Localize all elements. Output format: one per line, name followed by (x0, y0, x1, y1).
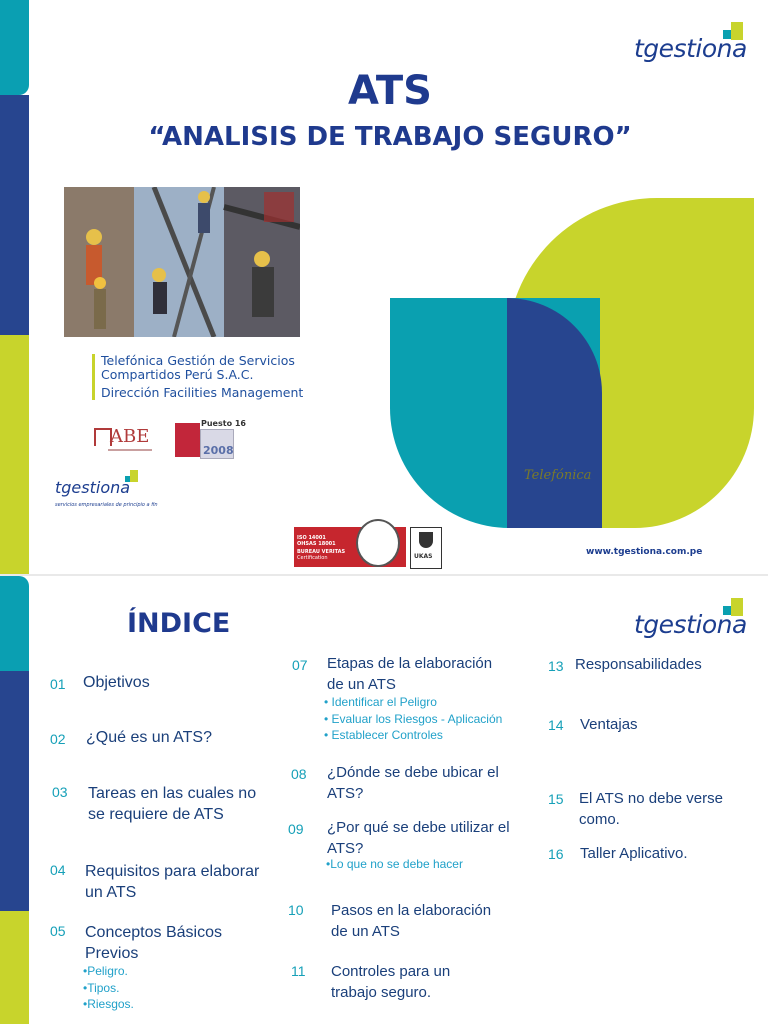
toc-num-04: 04 (50, 862, 66, 878)
abe-logo (92, 426, 154, 456)
toc-line: ¿Dónde se debe ubicar el (327, 764, 499, 781)
toc-sublist-por-que (326, 856, 463, 873)
slide-title-ats: ATS (348, 68, 432, 114)
toc-line: ¿Por qué se debe utilizar el (327, 819, 510, 836)
toc-line: trabajo seguro. (331, 984, 432, 1001)
toc-line: Conceptos Básicos (85, 924, 222, 941)
toc-item-responsabilidades[interactable] (575, 654, 702, 675)
toc-line: como. (579, 811, 620, 828)
cert-line-4: Certification (297, 555, 328, 561)
bureau-veritas-cert (294, 527, 406, 567)
abe-text: ABE (110, 426, 150, 447)
toc-sublist-conceptos (83, 963, 134, 1013)
slide-index (0, 576, 768, 1024)
award-badge (175, 419, 246, 460)
cert-line-1: ISO 14001 (297, 535, 326, 541)
abe-tagline-line (108, 449, 152, 451)
toc-item-controles[interactable] (331, 961, 450, 1003)
small-logo-text: tgestiona (55, 478, 131, 497)
toc-num-08: 08 (291, 766, 307, 782)
toc-item-tareas[interactable] (88, 783, 256, 825)
logo-text: tgestiona (634, 34, 747, 63)
index-title: ÍNDICE (127, 608, 231, 639)
left-stripe-lime (0, 335, 29, 574)
toc-item-ventajas[interactable] (580, 714, 638, 735)
toc-item-taller[interactable] (580, 843, 688, 864)
toc-subitem[interactable]: • Identificar el Peligro (324, 695, 437, 709)
small-logo-tagline: servicios empresariales de principio a fin (55, 502, 158, 508)
telefonica-logo: Telefónica (524, 468, 592, 483)
ukas-crown (419, 532, 433, 548)
toc-line: El ATS no debe verse (579, 790, 723, 807)
toc-line: de un ATS (327, 676, 396, 693)
award-year: 2008 (203, 444, 234, 457)
toc-line: Requisitos para elaborar (85, 863, 260, 880)
tgestiona-logo-2 (634, 598, 754, 648)
toc-line: Tareas en las cuales no (88, 785, 257, 802)
toc-line: ATS? (327, 785, 364, 802)
website-link[interactable]: www.tgestiona.com.pe (586, 547, 703, 557)
toc-line: Previos (85, 945, 139, 962)
toc-line: Objetivos (83, 674, 150, 691)
tgestiona-logo (634, 22, 754, 72)
toc-num-15: 15 (548, 791, 564, 807)
toc-subitem[interactable]: •Peligro. (83, 964, 128, 978)
company-info (92, 354, 303, 400)
toc-line: ATS? (327, 840, 364, 857)
workers-photo-collage (64, 187, 300, 337)
toc-line: Ventajas (580, 716, 638, 733)
toc-num-03: 03 (52, 784, 68, 800)
toc-subitem[interactable]: •Lo que no se debe hacer (326, 857, 463, 871)
toc-line: Controles para un (331, 963, 451, 980)
left-stripe-teal-2 (0, 576, 29, 671)
award-red-box (175, 423, 200, 457)
bureau-veritas-seal (356, 519, 400, 567)
toc-line: se requiere de ATS (88, 806, 224, 823)
toc-subitem[interactable]: •Riesgos. (83, 997, 134, 1011)
award-text: Puesto 16 (201, 419, 246, 428)
toc-subitem[interactable]: • Establecer Controles (324, 728, 443, 742)
company-line-1: Telefónica Gestión de Servicios (101, 353, 295, 368)
toc-num-10: 10 (288, 902, 304, 918)
toc-item-pasos[interactable] (331, 900, 491, 942)
ukas-text: UKAS (414, 553, 433, 560)
toc-num-01: 01 (50, 676, 66, 692)
small-logo-square-lime (130, 470, 138, 482)
toc-item-por-que[interactable] (327, 817, 510, 859)
toc-num-07: 07 (292, 657, 308, 673)
toc-line: un ATS (85, 884, 137, 901)
logo-text-2: tgestiona (634, 610, 747, 639)
small-tgestiona-logo (55, 470, 185, 514)
toc-item-requisitos[interactable] (85, 861, 259, 903)
toc-item-conceptos[interactable] (85, 922, 222, 964)
toc-num-11: 11 (291, 963, 306, 979)
left-stripe-lime-2 (0, 911, 29, 1024)
toc-item-no-debe[interactable] (579, 788, 723, 830)
cert-line-2: OHSAS 18001 (297, 541, 336, 547)
toc-num-13: 13 (548, 658, 564, 674)
toc-sublist-etapas (324, 694, 502, 744)
toc-item-etapas[interactable] (327, 653, 492, 695)
company-line-3: Dirección Facilities Management (101, 385, 304, 400)
slide-subtitle: “ANALISIS DE TRABAJO SEGURO” (148, 122, 632, 152)
toc-line: de un ATS (331, 923, 400, 940)
toc-line: ¿Qué es un ATS? (86, 729, 212, 746)
toc-subitem[interactable]: •Tipos. (83, 980, 120, 995)
toc-line: Taller Aplicativo. (580, 845, 688, 862)
toc-item-donde[interactable] (327, 762, 499, 804)
company-line-2: Compartidos Perú S.A.C. (101, 367, 254, 382)
toc-num-02: 02 (50, 731, 66, 747)
toc-line: Pasos en la elaboración (331, 902, 492, 919)
cert-line-3: BUREAU VERITAS (297, 549, 346, 555)
toc-num-05: 05 (50, 923, 66, 939)
toc-item-objetivos[interactable] (83, 672, 150, 693)
left-stripe-navy-2 (0, 671, 29, 911)
toc-num-16: 16 (548, 846, 564, 862)
toc-line: Etapas de la elaboración (327, 655, 493, 672)
ukas-cert (410, 527, 442, 569)
toc-subitem[interactable]: • Evaluar los Riesgos - Aplicación (324, 711, 503, 726)
toc-item-que-es-ats[interactable] (86, 727, 212, 748)
toc-num-14: 14 (548, 717, 564, 733)
toc-num-09: 09 (288, 821, 304, 837)
toc-line: Responsabilidades (575, 656, 702, 673)
